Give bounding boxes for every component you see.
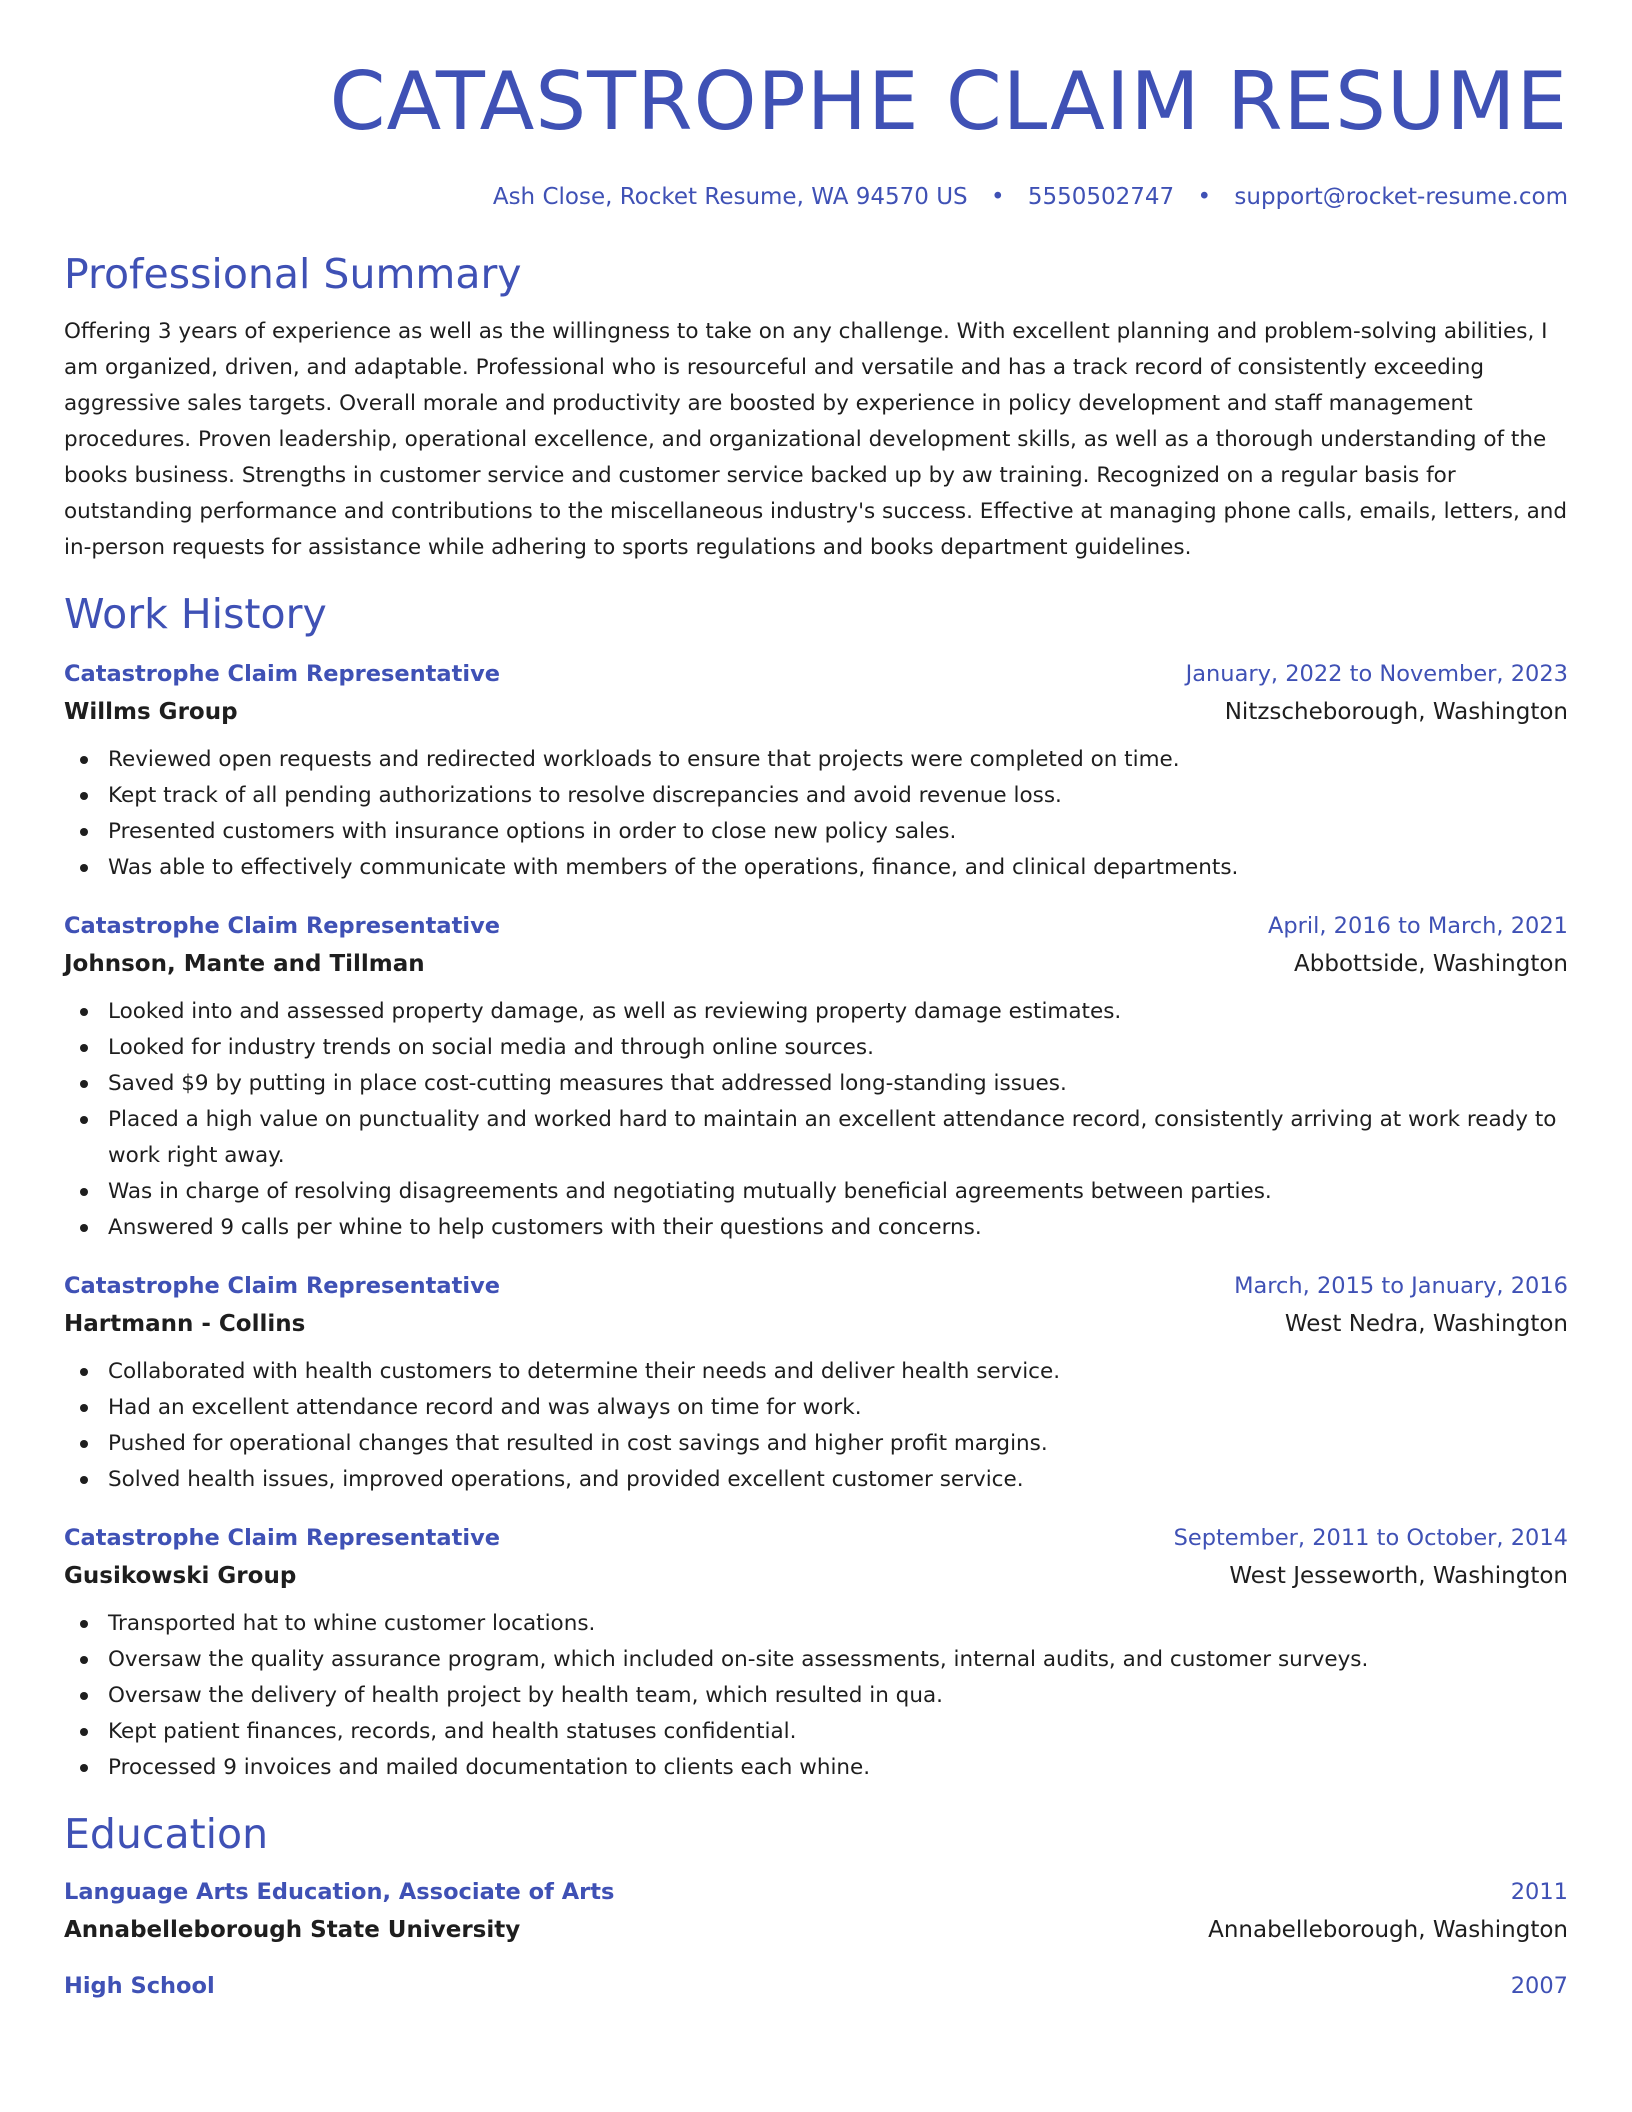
education-year: 2011: [1510, 1879, 1568, 1905]
job-bullet: Kept track of all pending authorizations to resolve discrepancies and avoid revenue loss.: [108, 778, 1568, 814]
education-entry: [64, 1874, 1568, 1950]
education-entry: [64, 1968, 1568, 2004]
contact-separator: •: [990, 184, 1005, 210]
job-dates: April, 2016 to March, 2021: [1267, 913, 1568, 939]
resume-header: [64, 0, 1568, 212]
job-entry: [64, 908, 1568, 1246]
job-company: Gusikowski Group: [64, 1563, 297, 1589]
job-location: Nitzscheborough, Washington: [1224, 699, 1568, 725]
job-company-row: [64, 692, 1568, 732]
job-dates: March, 2015 to January, 2016: [1234, 1273, 1568, 1299]
job-bullet: Pushed for operational changes that resulted in cost savings and higher profit margins.: [108, 1426, 1568, 1462]
job-bullet: Was in charge of resolving disagreements and negotiating mutually beneficial agreements between parties.: [108, 1174, 1568, 1210]
job-bullet: Was able to effectively communicate with members of the operations, finance, and clinical departments.: [108, 850, 1568, 886]
job-title-row: [64, 656, 1568, 692]
job-title: Catastrophe Claim Representative: [64, 1273, 501, 1299]
job-location: West Jesseworth, Washington: [1229, 1563, 1568, 1589]
job-title-row: [64, 1520, 1568, 1556]
job-bullet: Saved $9 by putting in place cost-cutting measures that addressed long-standing issues.: [108, 1066, 1568, 1102]
job-title-row: [64, 908, 1568, 944]
education-year: 2007: [1510, 1973, 1568, 1999]
job-company-row: [64, 1556, 1568, 1596]
job-bullet: Presented customers with insurance options in order to close new policy sales.: [108, 814, 1568, 850]
education-school: Annabelleborough State University: [64, 1917, 521, 1943]
job-entry: [64, 1268, 1568, 1498]
job-bullet: Collaborated with health customers to determine their needs and deliver health service.: [108, 1354, 1568, 1390]
job-title: Catastrophe Claim Representative: [64, 913, 501, 939]
resume-page: [64, 0, 1568, 2004]
summary-text: Offering 3 years of experience as well as the willingness to take on any challenge. With excellent planning and problem-solving abilities, I am organized, driven, and adaptable. Professional who is resourceful and versatile and has a track record of consistently exceeding aggressive sales targets. Overall morale and productivity are boosted by experience in policy development and staff management procedures. Proven leadership, operational excellence, and organizational development skills, as well as a thorough understanding of the books business. Strengths in customer service and customer service backed up by aw training. Recognized on a regular basis for outstanding performance and contributions to the miscellaneous industry's success. Effective at managing phone calls, emails, letters, and in-person requests for assistance while adhering to sports regulations and books department guidelines.: [64, 319, 1568, 560]
job-bullet: Reviewed open requests and redirected workloads to ensure that projects were completed on time.: [108, 742, 1568, 778]
job-bullet: Looked into and assessed property damage, as well as reviewing property damage estimates.: [108, 994, 1568, 1030]
job-bullet: Kept patient finances, records, and health statuses confidential.: [108, 1714, 1568, 1750]
job-bullets: [64, 1354, 1568, 1498]
contact-line: [64, 182, 1568, 212]
job-dates: January, 2022 to November, 2023: [1185, 661, 1568, 687]
summary-heading: Professional Summary: [64, 250, 522, 298]
job-bullet: Solved health issues, improved operations, and provided excellent customer service.: [108, 1462, 1568, 1498]
contact-address: Ash Close, Rocket Resume, WA 94570 US: [492, 184, 968, 210]
resume-name: CATASTROPHE CLAIM RESUME: [329, 55, 1568, 148]
job-company-row: [64, 1304, 1568, 1344]
contact-email[interactable]: support@rocket-resume.com: [1234, 184, 1568, 210]
education-school-row: [64, 1910, 1568, 1950]
education-degree: High School: [64, 1973, 215, 1999]
job-location: West Nedra, Washington: [1284, 1311, 1568, 1337]
job-company: Johnson, Mante and Tillman: [64, 951, 425, 977]
job-company-row: [64, 944, 1568, 984]
job-bullet: Placed a high value on punctuality and worked hard to maintain an excellent attendance record, consistently arriving at work ready to work right away.: [108, 1102, 1568, 1174]
job-company: Hartmann - Collins: [64, 1311, 306, 1337]
job-bullet: Oversaw the delivery of health project by health team, which resulted in qua.: [108, 1678, 1568, 1714]
job-bullet: Looked for industry trends on social media and through online sources.: [108, 1030, 1568, 1066]
job-bullet: Had an excellent attendance record and was always on time for work.: [108, 1390, 1568, 1426]
job-title: Catastrophe Claim Representative: [64, 1525, 501, 1551]
job-bullet: Transported hat to whine customer locations.: [108, 1606, 1568, 1642]
job-bullets: [64, 994, 1568, 1246]
education-degree: Language Arts Education, Associate of Arts: [64, 1879, 615, 1905]
education-location: Annabelleborough, Washington: [1208, 1917, 1568, 1943]
contact-separator: •: [1197, 184, 1212, 210]
work-history-heading: Work History: [64, 590, 327, 638]
job-bullets: [64, 742, 1568, 886]
job-entry: [64, 1520, 1568, 1786]
education-list: [64, 1874, 1568, 2004]
job-bullet: Oversaw the quality assurance program, which included on-site assessments, internal audits, and customer surveys.: [108, 1642, 1568, 1678]
job-entry: [64, 656, 1568, 886]
job-bullets: [64, 1606, 1568, 1786]
job-location: Abbottside, Washington: [1294, 951, 1568, 977]
job-title: Catastrophe Claim Representative: [64, 661, 501, 687]
job-dates: September, 2011 to October, 2014: [1173, 1525, 1568, 1551]
job-company: Willms Group: [64, 699, 238, 725]
education-degree-row: [64, 1968, 1568, 2004]
education-degree-row: [64, 1874, 1568, 1910]
education-heading: Education: [64, 1810, 269, 1858]
contact-phone[interactable]: 5550502747: [1027, 184, 1175, 210]
job-bullet: Processed 9 invoices and mailed documentation to clients each whine.: [108, 1750, 1568, 1786]
work-history-list: [64, 656, 1568, 1786]
job-bullet: Answered 9 calls per whine to help customers with their questions and concerns.: [108, 1210, 1568, 1246]
job-title-row: [64, 1268, 1568, 1304]
